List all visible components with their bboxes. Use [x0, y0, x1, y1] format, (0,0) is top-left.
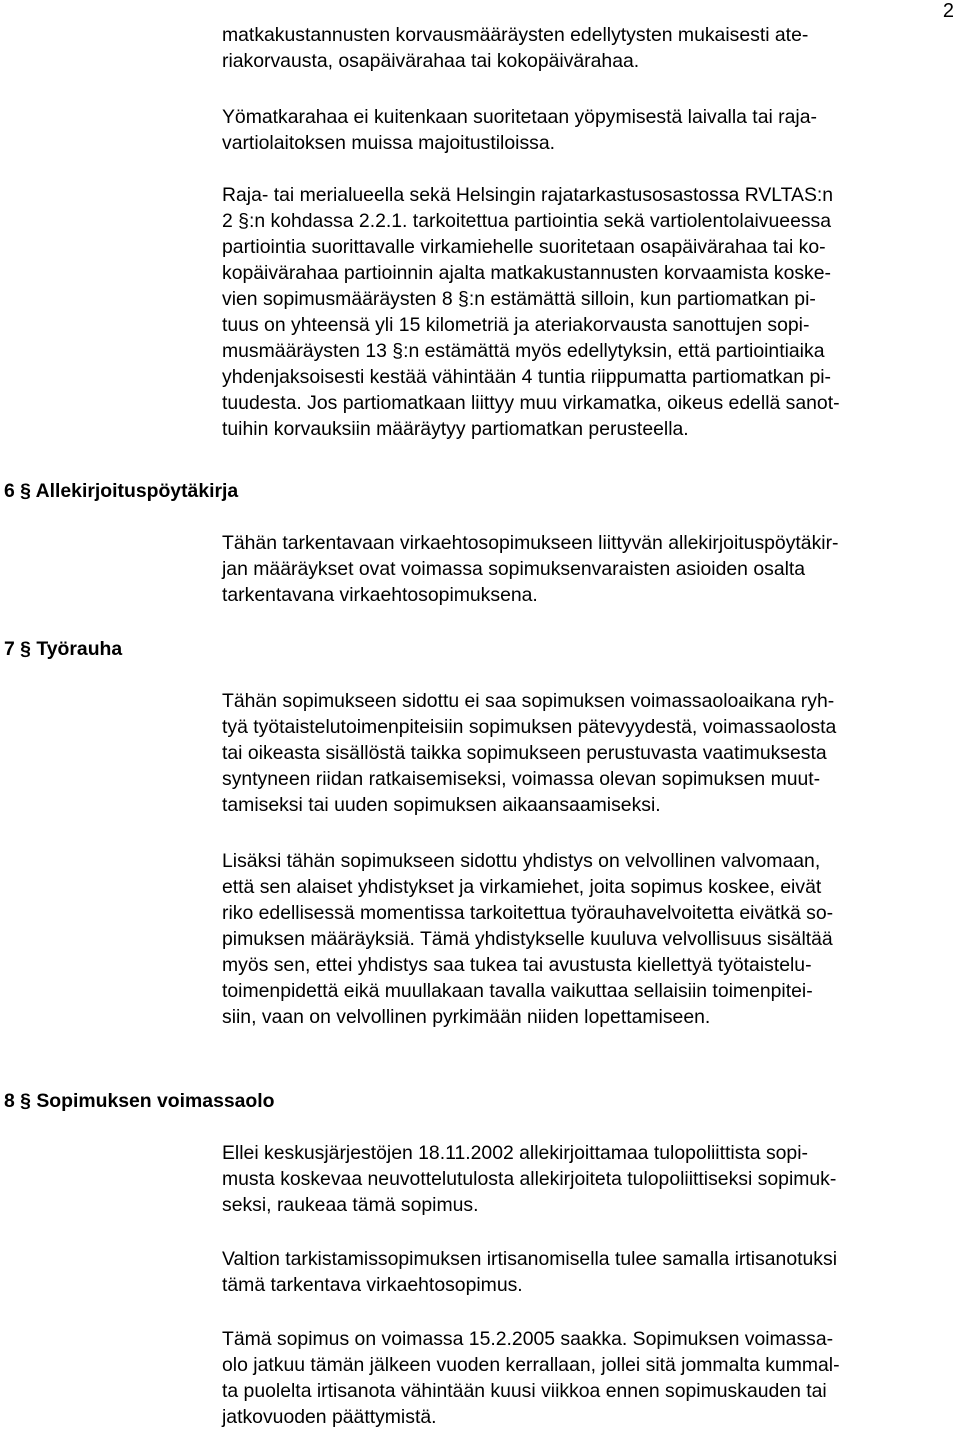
- paragraph-validity-1: Ellei keskusjärjestöjen 18.11.2002 allekirjoittamaa tulopoliittista sopi- musta koskevaa neuvottelutulosta allekirjoiteta tulopoliittiseksi sopimuk- seksi, raukeaa tämä sopimus.: [222, 1142, 837, 1216]
- paragraph-meal-allowance: matkakustannusten korvausmääräysten edellytysten mukaisesti ate- riakorvausta, osapäivärahaa tai kokopäivärahaa.: [222, 24, 809, 72]
- paragraph-signing-protocol: Tähän tarkentavaan virkaehtosopimukseen liittyvän allekirjoituspöytäkir- jan määräykset ovat voimassa sopimuksenvaraisten asioiden osalta tarkentavana virkaehtosopimuksena.: [222, 532, 839, 606]
- paragraph-validity-3: Tämä sopimus on voimassa 15.2.2005 saakka. Sopimuksen voimassa- olo jatkuu tämän jälkeen vuoden kerrallaan, jollei sitä jommalta kummal- ta puolelta irtisanota vähintään kuusi viikkoa ennen sopimuskauden tai jatkovuoden päättymistä.: [222, 1328, 840, 1428]
- section-heading-industrial-peace: 7 § Työrauha: [4, 638, 123, 660]
- section-heading-validity: 8 § Sopimuksen voimassaolo: [4, 1090, 275, 1112]
- paragraph-validity-2: Valtion tarkistamissopimuksen irtisanomisella tulee samalla irtisanotuksi tämä tarkentava virkaehtosopimus.: [222, 1248, 837, 1296]
- paragraph-patrol-allowance: Raja- tai merialueella sekä Helsingin rajatarkastusosastossa RVLTAS:n 2 §:n kohdassa 2.2.1. tarkoitettua partiointia sekä vartiolentolaivueessa partiointia suorittavalle virkamiehelle suoritetaan osapäivärahaa tai ko- kopäivärahaa partioinnin ajalta matkakustannusten korvaamista koske- vien sopimusmääräysten 8 §:n estämättä silloin, kun partiomatkan pi- tuus on yhteensä yli 15 kilometriä ja ateriakorvausta sanottujen sopi- musmääräysten 13 §:n estämättä myös edellytyksin, että partiointiaika yhdenjaksoisesti kestää vähintään 4 tuntia riippumatta partiomatkan pi- tuudesta. Jos partiomatkaan liittyy muu virkamatka, oikeus edellä sanot- tuihin korvauksiin määräytyy partiomatkan perusteella.: [222, 184, 840, 440]
- paragraph-night-allowance: Yömatkarahaa ei kuitenkaan suoritetaan yöpymisestä laivalla tai raja- vartiolaitoksen muissa majoitustiloissa.: [222, 106, 817, 154]
- paragraph-industrial-peace-1: Tähän sopimukseen sidottu ei saa sopimuksen voimassaoloaikana ryh- tyä työtaistelutoimenpiteisiin sopimuksen pätevyydestä, voimassaolosta tai oikeasta sisällöstä taikka sopimukseen perustuvasta vaatimuksesta syntyneen riidan ratkaisemiseksi, voimassa olevan sopimuksen muut- tamiseksi tai uuden sopimuksen aikaansaamiseksi.: [222, 690, 837, 816]
- paragraph-industrial-peace-2: Lisäksi tähän sopimukseen sidottu yhdistys on velvollinen valvomaan, että sen alaiset yhdistykset ja virkamiehet, joita sopimus koskee, eivät riko edellisessä momentissa tarkoitettua työrauhavelvoitetta eivätkä so- pimuksen määräyksiä. Tämä yhdistykselle kuuluva velvollisuus sisältää myös sen, ettei yhdistys saa tukea tai avustusta kiellettyä työtaistelu- toimenpidettä eikä muullakaan tavalla vaikuttaa sellaisiin toimenpitei- siin, vaan on velvollinen pyrkimään niiden lopettamiseen.: [222, 850, 834, 1028]
- section-heading-signing-protocol: 6 § Allekirjoituspöytäkirja: [4, 480, 239, 502]
- page-number: 2: [942, 0, 954, 22]
